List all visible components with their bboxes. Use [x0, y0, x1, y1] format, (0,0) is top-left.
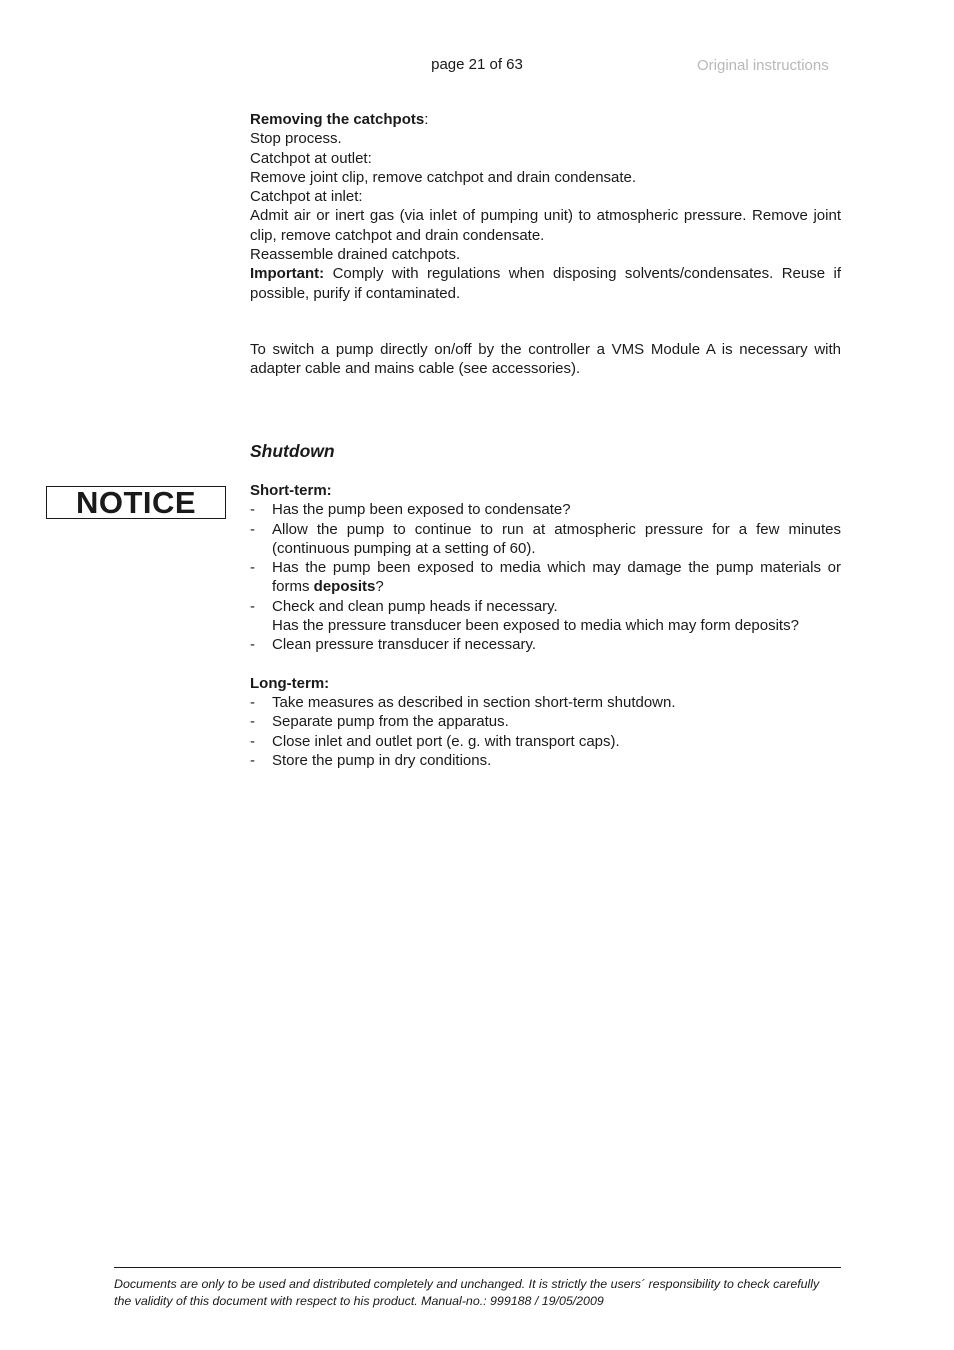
- list-item: - Store the pump in dry conditions.: [250, 751, 841, 770]
- footer-divider: [114, 1267, 841, 1268]
- catchpots-section: [250, 110, 841, 303]
- list-item: - Take measures as described in section short-term shutdown.: [250, 693, 841, 712]
- catchpots-line: Admit air or inert gas (via inlet of pumping unit) to atmospheric pressure. Remove joint clip, remove catchpot and drain condensate.: [250, 207, 841, 244]
- important-label: Important:: [250, 265, 325, 283]
- list-item-text: ?: [375, 578, 384, 596]
- shutdown-section: [250, 481, 841, 770]
- long-term-heading: [250, 674, 841, 693]
- catchpots-line: Stop process.: [250, 130, 342, 148]
- deposits-bold: deposits: [313, 578, 376, 596]
- catchpots-line: Remove joint clip, remove catchpot and drain condensate.: [250, 168, 637, 186]
- short-term-heading: [250, 481, 841, 500]
- catchpots-line: Reassemble drained catchpots.: [250, 246, 461, 264]
- footer: [114, 1276, 841, 1309]
- original-instructions-label: Original instructions: [697, 57, 829, 74]
- list-item: [250, 558, 841, 597]
- list-item: - Close inlet and outlet port (e. g. with transport caps).: [250, 732, 841, 751]
- list-item: - Check and clean pump heads if necessary.: [250, 597, 841, 616]
- catchpots-line: Catchpot at inlet:: [250, 188, 363, 206]
- long-term-heading-text: Long-term:: [250, 674, 330, 692]
- important-note: [250, 264, 841, 303]
- catchpots-heading: [250, 110, 841, 129]
- short-term-list: [250, 500, 841, 654]
- vms-section: [250, 340, 841, 379]
- catchpots-line: Catchpot at outlet:: [250, 149, 372, 167]
- short-term-heading-text: Short-term:: [250, 482, 332, 499]
- list-item-continuation: Has the pressure transducer been exposed to media which may form deposits?: [272, 617, 799, 635]
- catchpots-heading-colon: :: [424, 111, 429, 128]
- list-item: - Allow the pump to continue to run at atmospheric pressure for a few minutes (continuous pumping at a setting of 60).: [250, 520, 841, 559]
- important-text: Comply with regulations when disposing solvents/condensates. Reuse if possible, purify if contaminated.: [250, 265, 841, 302]
- long-term-list: [250, 693, 841, 770]
- notice-label: NOTICE: [46, 486, 226, 519]
- vms-text: To switch a pump directly on/off by the controller a VMS Module A is necessary with adapter cable and mains cable (see accessories).: [250, 341, 841, 378]
- footer-line-1: Documents are only to be used and distributed completely and unchanged. It is strictly the users´ responsibility to check carefully: [114, 1277, 820, 1291]
- page-number: page 21 of 63: [431, 56, 523, 73]
- spacer: [250, 655, 841, 674]
- footer-line-2: the validity of this document with respect to his product. Manual-no.: 999188 / 19/05/2009: [114, 1293, 604, 1308]
- list-item: - Clean pressure transducer if necessary.: [250, 635, 841, 654]
- list-item: - Separate pump from the apparatus.: [250, 712, 841, 731]
- list-item: - Has the pump been exposed to condensate?: [250, 500, 841, 519]
- list-item-text: Has the pump been exposed to media which may damage the pump materials or forms: [272, 559, 841, 596]
- catchpots-heading-text: Removing the catchpots: [250, 111, 425, 128]
- shutdown-title: Shutdown: [250, 441, 335, 461]
